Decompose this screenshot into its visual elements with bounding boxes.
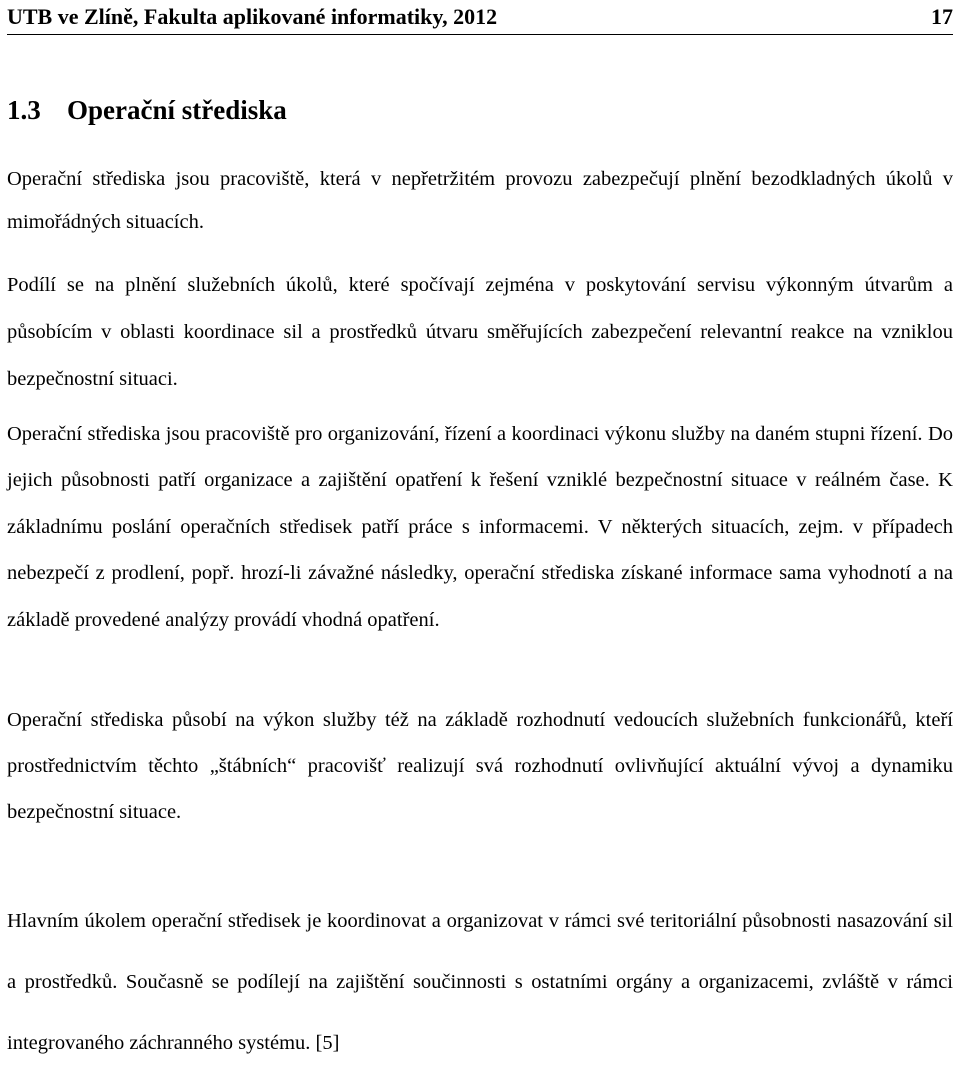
section-number: 1.3 <box>7 95 41 125</box>
header-rule <box>7 34 953 35</box>
paragraph: Operační střediska jsou pracoviště pro organizování, řízení a koordinaci výkonu služby na daném stupni řízení. Do jejich působnosti patří organizace a zajištění opatření k řešení vzniklé bezpečnostní situace v reálném čase. K základnímu poslání operačních středisek patří práce s informacemi. V některých situacích, zejm. v případech nebezpečí z prodlení, popř. hrozí-li závažné následky, operační střediska získané informace sama vyhodnotí a na základě provedené analýzy provádí vhodná opatření. <box>7 423 953 631</box>
running-header <box>7 2 953 32</box>
paragraph: Hlavním úkolem operační středisek je koordinovat a organizovat v rámci své teritoriální působnosti nasazování sil a prostředků. Současně se podílejí na zajištění součinnosti s ostatními orgány a organizacemi, zvláště v rámci integrovaného záchranného systému. [5] <box>7 910 953 1054</box>
page-number: 17 <box>931 4 953 29</box>
section-title: Operační střediska <box>67 95 287 125</box>
section-heading <box>7 92 287 128</box>
paragraph: Podílí se na plnění služebních úkolů, které spočívají zejména v poskytování servisu výkonným útvarům a působícím v oblasti koordinace sil a prostředků útvaru směřujících zabezpečení relevantní reakce na vzniklou bezpečnostní situaci. <box>7 274 953 390</box>
paragraph: Operační střediska jsou pracoviště, která v nepřetržitém provozu zabezpečují plnění bezodkladných úkolů v mimořádných situacích. <box>7 168 953 233</box>
header-title: UTB ve Zlíně, Fakulta aplikované informatiky, 2012 <box>7 4 498 29</box>
paragraph: Operační střediska působí na výkon služby též na základě rozhodnutí vedoucích služebních funkcionářů, kteří prostřednictvím těchto „štábních“ pracovišť realizují svá rozhodnutí ovlivňující aktuální vývoj a dynamiku bezpečnostní situace. <box>7 709 953 823</box>
